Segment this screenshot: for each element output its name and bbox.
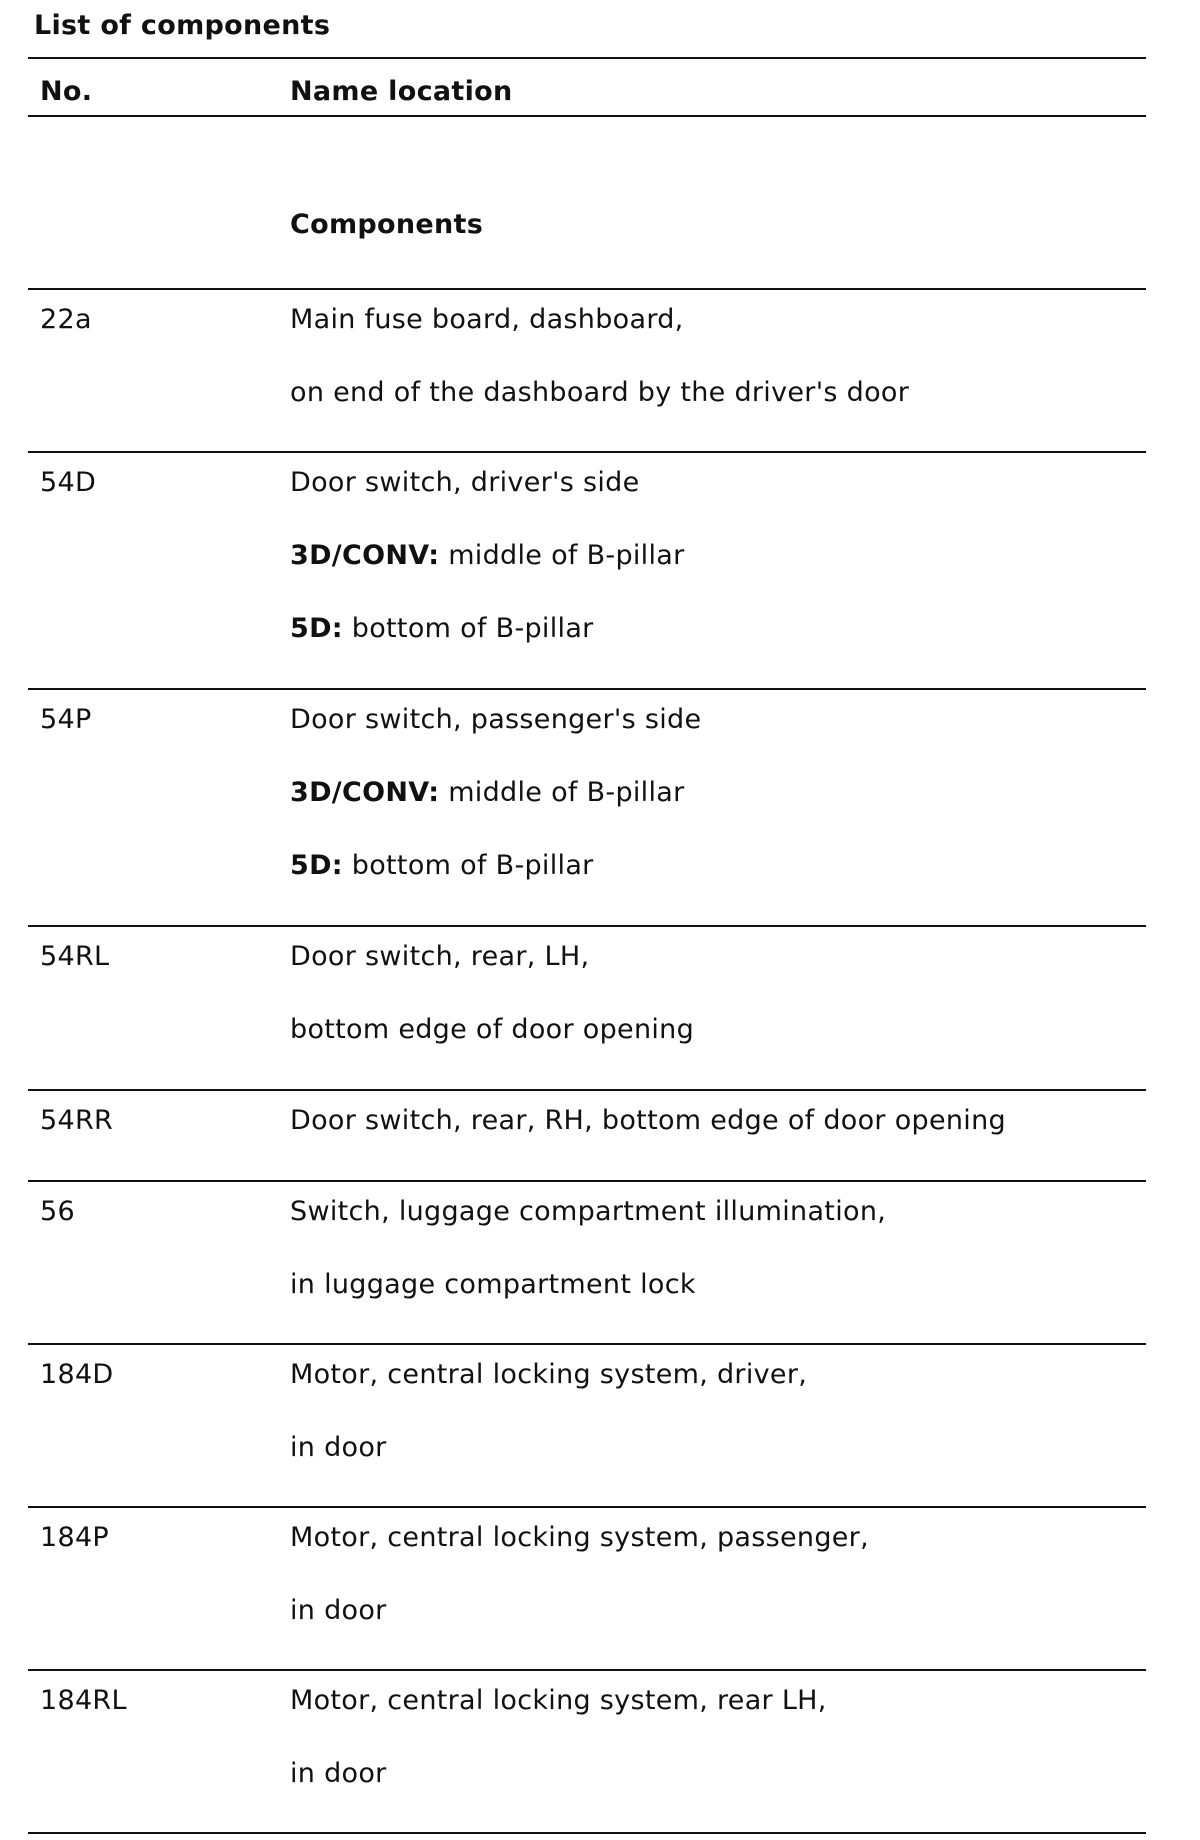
description-text: in door — [290, 1595, 387, 1626]
variant-label: 5D: — [290, 613, 343, 644]
description-text: Door switch, passenger's side — [290, 704, 702, 735]
description-line — [290, 1014, 1146, 1046]
description-text: on end of the dashboard by the driver's door — [290, 377, 910, 408]
description-line — [290, 777, 1146, 809]
component-number: 22a — [40, 304, 92, 335]
variant-label: 5D: — [290, 850, 343, 881]
header-rule — [28, 115, 1146, 117]
column-header-no: No. — [40, 76, 93, 107]
description-line — [290, 1269, 1146, 1301]
row-separator — [28, 1089, 1146, 1091]
description-line — [290, 850, 1146, 882]
component-number: 56 — [40, 1196, 75, 1227]
component-description — [290, 1685, 1146, 1790]
description-line — [290, 1432, 1146, 1464]
section-heading: Components — [290, 209, 484, 240]
description-line — [290, 377, 1146, 409]
description-line — [290, 1359, 1146, 1391]
component-description — [290, 704, 1146, 882]
description-text: bottom of B-pillar — [342, 850, 594, 881]
description-text: Switch, luggage compartment illumination, — [290, 1196, 887, 1227]
table-bottom-rule — [28, 1832, 1146, 1834]
description-line — [290, 1105, 1146, 1137]
description-line — [290, 1685, 1146, 1717]
component-number: 54RR — [40, 1105, 114, 1136]
component-number: 184D — [40, 1359, 114, 1390]
variant-label: 3D/CONV: — [290, 777, 440, 808]
row-separator — [28, 1180, 1146, 1182]
component-description — [290, 467, 1146, 645]
component-number: 184RL — [40, 1685, 127, 1716]
component-number: 54P — [40, 704, 92, 735]
component-description — [290, 1196, 1146, 1301]
description-line — [290, 1595, 1146, 1627]
component-number: 54RL — [40, 941, 110, 972]
component-description — [290, 941, 1146, 1046]
row-separator — [28, 1343, 1146, 1345]
row-separator — [28, 288, 1146, 290]
component-description — [290, 1359, 1146, 1464]
row-separator — [28, 1506, 1146, 1508]
description-text: middle of B-pillar — [439, 540, 685, 571]
component-description — [290, 1105, 1146, 1137]
description-text: in door — [290, 1758, 387, 1789]
description-text: Door switch, rear, RH, bottom edge of door opening — [290, 1105, 1006, 1136]
description-line — [290, 704, 1146, 736]
description-line — [290, 1522, 1146, 1554]
column-header-name-location: Name location — [290, 76, 513, 107]
description-line — [290, 467, 1146, 499]
description-line — [290, 613, 1146, 645]
description-line — [290, 304, 1146, 336]
component-description — [290, 1522, 1146, 1627]
component-description — [290, 304, 1146, 409]
description-text: Motor, central locking system, passenger, — [290, 1522, 869, 1553]
description-line — [290, 540, 1146, 572]
row-separator — [28, 1669, 1146, 1671]
description-text: Motor, central locking system, driver, — [290, 1359, 808, 1390]
description-text: Motor, central locking system, rear LH, — [290, 1685, 827, 1716]
description-text: bottom of B-pillar — [342, 613, 594, 644]
description-line — [290, 1196, 1146, 1228]
row-separator — [28, 451, 1146, 453]
variant-label: 3D/CONV: — [290, 540, 440, 571]
description-text: Door switch, driver's side — [290, 467, 640, 498]
row-separator — [28, 688, 1146, 690]
description-text: middle of B-pillar — [439, 777, 685, 808]
description-text: bottom edge of door opening — [290, 1014, 695, 1045]
description-text: Main fuse board, dashboard, — [290, 304, 684, 335]
title-rule — [28, 57, 1146, 59]
description-text: in luggage compartment lock — [290, 1269, 696, 1300]
row-separator — [28, 925, 1146, 927]
document-title: List of components — [34, 10, 331, 41]
component-number: 184P — [40, 1522, 110, 1553]
description-line — [290, 1758, 1146, 1790]
description-text: Door switch, rear, LH, — [290, 941, 590, 972]
description-line — [290, 941, 1146, 973]
description-text: in door — [290, 1432, 387, 1463]
component-number: 54D — [40, 467, 97, 498]
